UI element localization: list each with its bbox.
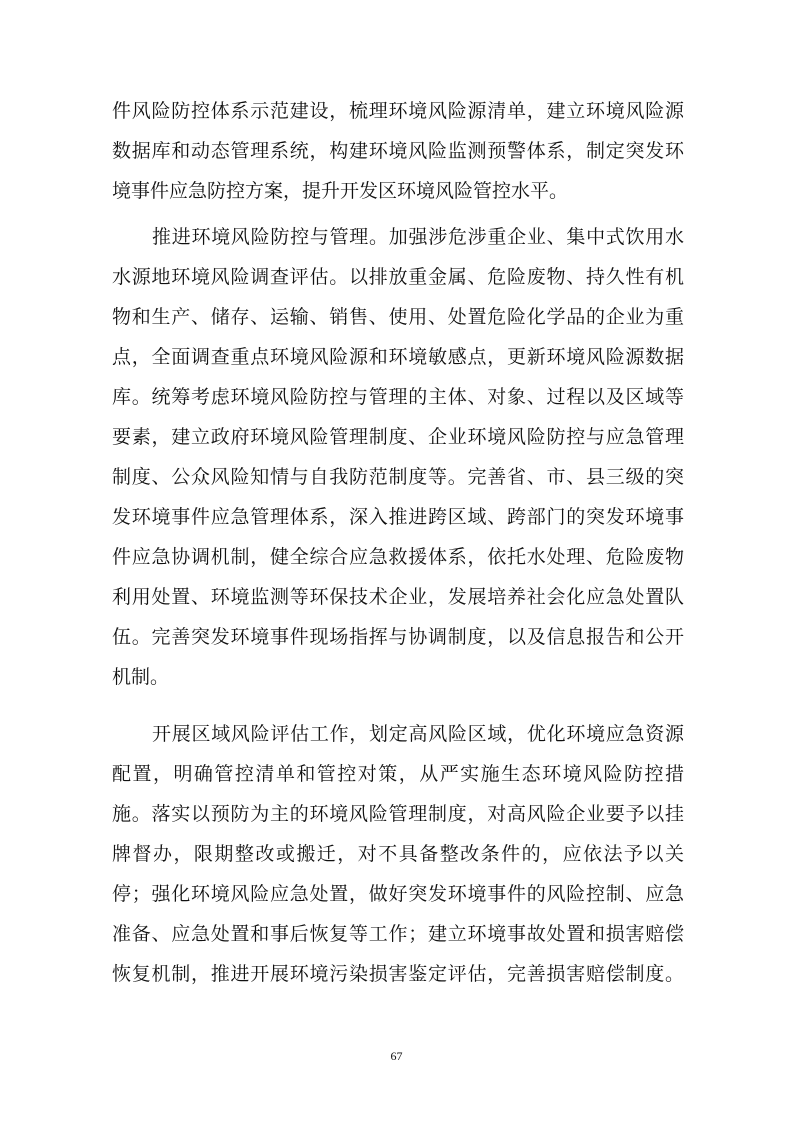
paragraph-3-line-6: 准备、应急处置和事后恢复等工作；建立环境事故处置和损害赔偿 (112, 923, 684, 945)
paragraph-1-line-1: 件风险防控体系示范建设，梳理环境风险源清单，建立环境风险源 (112, 100, 684, 122)
paragraph-2-line-8: 发环境事件应急管理体系，深入推进跨区域、跨部门的突发环境事 (112, 506, 684, 528)
paragraph-3-line-7: 恢复机制，推进开展环境污染损害鉴定评估，完善损害赔偿制度。 (112, 963, 684, 985)
paragraph-2-line-6: 要素，建立政府环境风险管理制度、企业环境风险防控与应急管理 (112, 426, 684, 448)
paragraph-2-line-5: 库。统筹考虑环境风险防控与管理的主体、对象、过程以及区域等 (112, 386, 684, 408)
paragraph-2-line-12: 机制。 (112, 666, 170, 688)
paragraph-2-line-11: 伍。完善突发环境事件现场指挥与协调制度，以及信息报告和公开 (112, 626, 684, 648)
paragraph-3-line-3: 施。落实以预防为主的环境风险管理制度，对高风险企业要予以挂 (112, 803, 684, 825)
paragraph-2-line-2: 水源地环境风险调查评估。以排放重金属、危险废物、持久性有机 (112, 266, 684, 288)
paragraph-3-line-1: 开展区域风险评估工作，划定高风险区域，优化环境应急资源 (152, 723, 684, 745)
paragraph-2-line-10: 利用处置、环境监测等环保技术企业，发展培养社会化应急处置队 (112, 586, 684, 608)
paragraph-3-line-4: 牌督办，限期整改或搬迁，对不具备整改条件的，应依法予以关 (112, 843, 684, 865)
page-number: 67 (390, 1049, 403, 1063)
paragraph-3-line-5: 停；强化环境风险应急处置，做好突发环境事件的风险控制、应急 (112, 883, 684, 905)
paragraph-2-line-1: 推进环境风险防控与管理。加强涉危涉重企业、集中式饮用水 (152, 226, 684, 248)
paragraph-2-line-7: 制度、公众风险知情与自我防范制度等。完善省、市、县三级的突 (112, 466, 684, 488)
paragraph-2-line-3: 物和生产、储存、运输、销售、使用、处置危险化学品的企业为重 (112, 306, 684, 328)
paragraph-2-line-4: 点，全面调查重点环境风险源和环境敏感点，更新环境风险源数据 (112, 346, 684, 368)
paragraph-2-line-9: 件应急协调机制，健全综合应急救援体系，依托水处理、危险废物 (112, 546, 684, 568)
paragraph-3-line-2: 配置，明确管控清单和管控对策，从严实施生态环境风险防控措 (112, 763, 684, 785)
paragraph-1-line-2: 数据库和动态管理系统，构建环境风险监测预警体系，制定突发环 (112, 140, 684, 162)
paragraph-1-line-3: 境事件应急防控方案，提升开发区环境风险管控水平。 (112, 180, 569, 202)
